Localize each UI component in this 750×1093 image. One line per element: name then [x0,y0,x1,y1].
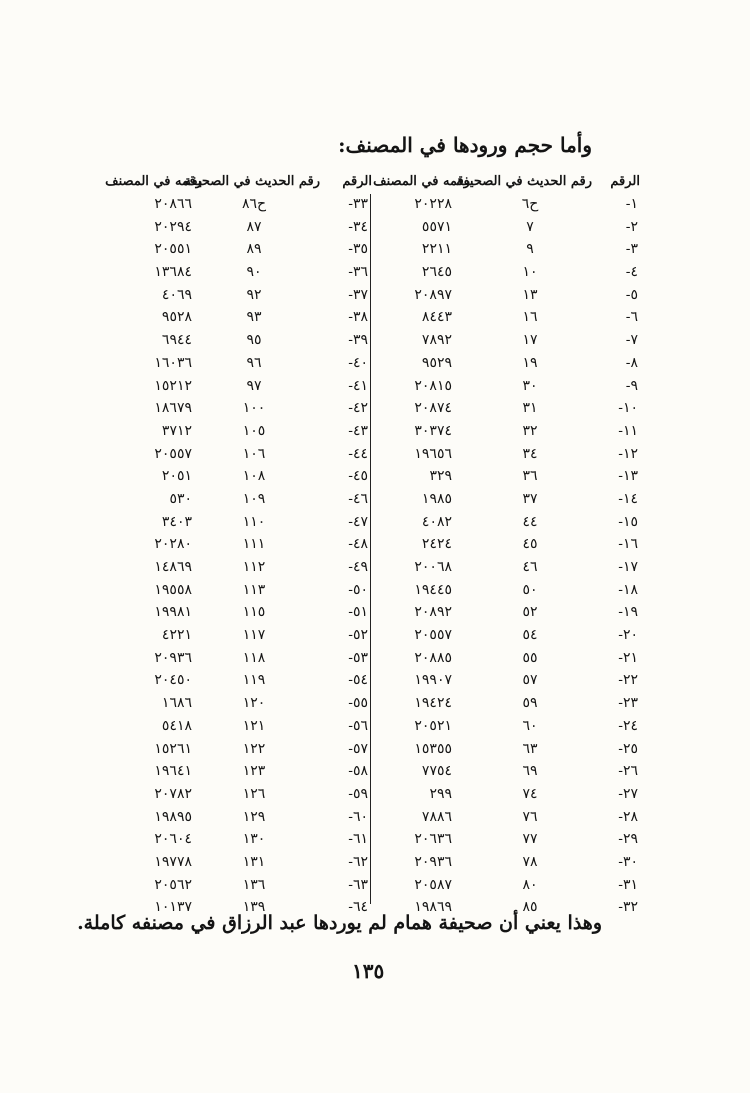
row-number: -٣٨ [348,309,368,326]
musannaf-number: ٢٠٨٩٧ [414,286,452,303]
sahifa-number: ١١٠ [242,513,266,530]
musannaf-number: ١٦٨٦ [161,695,192,712]
sahifa-number: ١٣ [522,286,538,303]
table-row [110,421,372,444]
footer-sentence: وهذا يعني أن صحيفة همام لم يوردها عبد الرزاق في مصنفه كاملة. [77,912,602,934]
sahifa-number: ٨٩ [246,241,262,258]
table-row [378,512,640,535]
table-row [378,580,640,603]
sahifa-number: ٦٩ [522,763,538,780]
row-number: -٤٢ [348,400,368,417]
musannaf-number: ٤٢٢١ [161,627,192,644]
musannaf-number: ٢٠٦٣٦ [414,831,452,848]
sahifa-number: ٩ [526,241,534,258]
sahifa-number: ١٠٠ [242,400,266,417]
musannaf-number: ١٩٤٤٥ [414,581,452,598]
table-row [110,466,372,489]
table-row [110,648,372,671]
sahifa-number: ٩٦ [246,354,262,371]
musannaf-number: ٣٧١٢ [161,422,192,439]
musannaf-number: ٢٠٥٦٢ [154,876,192,893]
row-number: -٣٩ [348,332,368,349]
row-number: -٤٤ [348,445,368,462]
table-row [110,557,372,580]
musannaf-number: ١٩٩٠٧ [414,672,452,689]
table-row [378,693,640,716]
musannaf-number: ٢٠٤٥٠ [154,672,192,689]
musannaf-number: ٧٨٨٦ [421,808,452,825]
sahifa-number: ١٧ [522,332,538,349]
row-number: -٢٥ [618,740,638,757]
musannaf-number: ١٩٦٤١ [154,763,192,780]
row-number: -٥٢ [348,627,368,644]
sahifa-number: ٩٣ [246,309,262,326]
sahifa-number: ٣٢ [522,422,538,439]
row-number: -٣٦ [348,264,368,281]
row-number: -٢١ [618,649,638,666]
sahifa-number: ٨٥ [522,899,538,916]
musannaf-number: ١٤٨٦٩ [154,559,192,575]
row-number: -١٩ [618,604,638,621]
row-number: -١٥ [618,513,638,530]
sahifa-number: ١٢٢ [242,740,266,757]
row-number: -٣٧ [348,286,368,303]
table-row [110,330,372,353]
table-row [110,875,372,898]
musannaf-number: ٥٥٧١ [421,218,452,235]
table-body-left [110,194,372,920]
table-row [110,852,372,875]
sahifa-number: ٩٧ [246,377,262,394]
musannaf-number: ٨٤٤٣ [421,309,452,326]
sahifa-number: ١٣٩ [242,899,266,916]
table-body-right [378,194,640,920]
table-row [378,557,640,580]
musannaf-number: ٢٠٦٠٤ [154,831,192,848]
table-row [378,784,640,807]
musannaf-number: ١٥٢١٢ [154,377,192,394]
table-row [378,534,640,557]
sahifa-number: ١٠٥ [242,422,266,439]
header-sahifa: رقم الحديث في الصحيفة [456,174,592,189]
row-number: -٥٧ [348,740,368,757]
table-row [378,330,640,353]
row-number: -٥٩ [348,785,368,802]
sahifa-number: ١٢٠ [242,695,266,712]
row-number: -٢٤ [618,717,638,734]
row-number: -٦١ [348,831,368,848]
table-header-right [373,172,640,194]
sahifa-number: ٧٨ [522,853,538,870]
row-number: -٥١ [348,604,368,621]
sahifa-number: ٧٧ [522,831,538,848]
table-row [110,285,372,308]
sahifa-number: ١٢٣ [242,763,266,780]
musannaf-number: ١٩٧٧٨ [154,853,192,870]
table-header-left [105,172,372,194]
musannaf-number: ٢٠٧٨٢ [154,785,192,802]
row-number: -٨ [625,354,638,371]
sahifa-number: ح٦ [521,196,539,212]
sahifa-number: ٣٤ [522,445,538,462]
row-number: -٦٠ [348,808,368,825]
table-row [110,489,372,512]
sahifa-number: ١١٨ [242,649,266,666]
row-number: -١٨ [618,581,638,598]
musannaf-number: ١٣٦٨٤ [154,264,192,281]
table-row [378,194,640,217]
row-number: -٦٢ [348,853,368,870]
musannaf-number: ٢٠٥٥١ [154,241,192,258]
table-row [378,670,640,693]
row-number: -٣١ [618,876,638,893]
sahifa-number: ٨٧ [246,218,262,235]
sahifa-number: ٤٤ [522,513,538,530]
table-row [378,376,640,399]
row-number: -٩ [625,377,638,394]
section-heading: وأما حجم ورودها في المصنف: [338,133,592,157]
row-number: -٣٠ [618,853,638,870]
table-row [110,625,372,648]
table-row [378,353,640,376]
sahifa-number: ١٠٨ [242,468,266,485]
musannaf-number: ٩٥٢٩ [421,354,452,371]
row-number: -٦٣ [348,876,368,893]
musannaf-number: ١٦٠٣٦ [154,354,192,371]
table-row [378,852,640,875]
musannaf-number: ٥٣٠ [169,490,192,507]
musannaf-number: ١٩٥٥٨ [154,581,192,598]
row-number: -٥٥ [348,695,368,712]
sahifa-number: ٥٠ [522,581,538,598]
row-number: -١١ [618,422,638,439]
table-row [378,761,640,784]
sahifa-number: ح٨٦ [241,196,267,212]
row-number: -٤٦ [348,490,368,507]
sahifa-number: ١٢٩ [242,808,266,825]
header-number: الرقم [610,174,640,189]
musannaf-number: ١٥٣٥٥ [414,740,452,757]
sahifa-number: ١٠٦ [242,445,266,462]
row-number: -٢٣ [618,695,638,712]
table-row [110,784,372,807]
table-row [110,807,372,830]
sahifa-number: ١١١ [242,536,266,553]
musannaf-number: ٤٠٦٩ [161,286,192,303]
table-row [110,580,372,603]
page-number: ١٣٥ [352,959,385,983]
musannaf-number: ٢٠٨٩٢ [414,604,452,621]
sahifa-number: ١١٥ [242,604,266,621]
musannaf-number: ٢٠٢٩٤ [154,218,192,235]
sahifa-number: ٥٢ [522,604,538,621]
table-row [110,262,372,285]
table-row [110,602,372,625]
table-row [378,489,640,512]
table-row [378,625,640,648]
table-row [378,421,640,444]
row-number: -٥ [625,286,638,303]
row-number: -١٦ [618,536,638,553]
sahifa-number: ٧٦ [522,808,538,825]
sahifa-number: ٨٠ [522,876,538,893]
sahifa-number: ١١٩ [242,672,266,689]
table-row [110,693,372,716]
table-row [378,444,640,467]
header-number: الرقم [342,174,372,189]
sahifa-number: ٣٦ [522,468,538,485]
musannaf-number: ٢٠٢٨٠ [154,536,192,553]
musannaf-number: ٢٠٥٨٧ [414,876,452,893]
header-musannaf: رقمه في المصنف [373,174,470,189]
row-number: -٢٩ [618,831,638,848]
table-row [378,217,640,240]
header-sahifa: رقم الحديث في الصحيفة [184,174,320,189]
musannaf-number: ١٩٤٢٤ [414,695,452,712]
row-number: -١٢ [618,445,638,462]
sahifa-number: ١٢١ [242,717,266,734]
row-number: -٥٣ [348,649,368,666]
header-musannaf: رقمه في المصنف [105,174,202,189]
musannaf-number: ٢٠٨١٥ [414,377,452,394]
table-row [110,194,372,217]
row-number: -١٠ [618,400,638,417]
table-row [110,239,372,262]
sahifa-number: ٩٠ [246,264,262,281]
musannaf-number: ٢٦٤٥ [421,264,452,281]
table-row [378,262,640,285]
table-row [378,829,640,852]
musannaf-number: ٢٢١١ [421,241,452,258]
row-number: -٢٠ [618,627,638,644]
row-number: -٣٢ [618,899,638,916]
row-number: -٥٠ [348,581,368,598]
sahifa-number: ٣٠ [522,377,538,394]
musannaf-number: ٢٤٢٤ [421,536,452,553]
musannaf-number: ٢٩٩ [429,785,452,802]
sahifa-number: ١١٧ [242,627,266,644]
row-number: -٦٤ [348,899,368,916]
sahifa-number: ٩٢ [246,286,262,303]
musannaf-number: ٦٩٤٤ [161,332,192,349]
table-row [110,444,372,467]
table-left-half [105,172,372,920]
sahifa-number: ١٣٠ [242,831,266,848]
sahifa-number: ١٦ [522,309,538,326]
row-number: -٢٦ [618,763,638,780]
musannaf-number: ٢٠٨٧٤ [414,400,452,417]
table-row [110,761,372,784]
row-number: -٤٧ [348,513,368,530]
row-number: -٤٨ [348,536,368,553]
sahifa-number: ١٢٦ [242,785,266,802]
musannaf-number: ٢٠٥٥٧ [154,445,192,462]
row-number: -٥٤ [348,672,368,689]
sahifa-number: ٧ [526,218,534,235]
row-number: -٦ [625,309,638,326]
sahifa-number: ٤٥ [522,536,538,553]
sahifa-number: ١٣١ [242,853,266,870]
musannaf-number: ٥٤١٨ [161,717,192,734]
sahifa-number: ١١٣ [242,581,266,598]
sahifa-number: ٤٦ [522,559,538,575]
table-row [378,398,640,421]
sahifa-number: ٣٧ [522,490,538,507]
musannaf-number: ٢٠٨٨٥ [414,649,452,666]
table-row [378,807,640,830]
sahifa-number: ٧٤ [522,785,538,802]
musannaf-number: ٤٠٨٢ [421,513,452,530]
row-number: -١ [625,196,638,212]
row-number: -٢٧ [618,785,638,802]
table-row [378,739,640,762]
table-row [378,466,640,489]
row-number: -١٤ [618,490,638,507]
musannaf-number: ٢٠٢٢٨ [414,196,452,212]
table-row [110,512,372,535]
row-number: -٢٨ [618,808,638,825]
musannaf-number: ٢٠٩٣٦ [414,853,452,870]
row-number: -٤٥ [348,468,368,485]
table-row [378,307,640,330]
musannaf-number: ٣٤٠٣ [161,513,192,530]
musannaf-number: ١٩٨٦٩ [414,899,452,916]
musannaf-number: ٩٥٢٨ [161,309,192,326]
hadith-index-table [105,172,640,916]
musannaf-number: ٢٠٥٥٧ [414,627,452,644]
table-row [378,239,640,262]
table-row [110,534,372,557]
musannaf-number: ٢٠٨٦٦ [154,196,192,212]
table-row [110,716,372,739]
table-row [110,307,372,330]
sahifa-number: ١٠٩ [242,490,266,507]
musannaf-number: ٢٠٠٦٨ [414,559,452,575]
row-number: -٣ [625,241,638,258]
row-number: -٣٥ [348,241,368,258]
musannaf-number: ١٩٨٥ [421,490,452,507]
musannaf-number: ١٥٢٦١ [154,740,192,757]
musannaf-number: ١٩٦٥٦ [414,445,452,462]
row-number: -٥٦ [348,717,368,734]
table-row [378,716,640,739]
row-number: -٣٤ [348,218,368,235]
row-number: -٢٢ [618,672,638,689]
table-row [110,217,372,240]
row-number: -٤٩ [348,559,368,575]
sahifa-number: ٩٥ [246,332,262,349]
musannaf-number: ١٨٦٧٩ [154,400,192,417]
row-number: -٧ [625,332,638,349]
table-row [110,829,372,852]
musannaf-number: ٢٠٥١ [161,468,192,485]
sahifa-number: ٥٩ [522,695,538,712]
musannaf-number: ٢٠٩٣٦ [154,649,192,666]
musannaf-number: ٢٠٥٢١ [414,717,452,734]
musannaf-number: ١٩٨٩٥ [154,808,192,825]
table-row [110,353,372,376]
table-row [378,875,640,898]
musannaf-number: ٧٨٩٢ [421,332,452,349]
musannaf-number: ١٩٩٨١ [154,604,192,621]
table-row [110,398,372,421]
sahifa-number: ٥٥ [522,649,538,666]
musannaf-number: ٧٧٥٤ [421,763,452,780]
row-number: -٥٨ [348,763,368,780]
sahifa-number: ٦٠ [522,717,538,734]
table-row [110,739,372,762]
musannaf-number: ٣٢٩ [429,468,452,485]
table-row [378,648,640,671]
row-number: -١٧ [618,559,638,575]
sahifa-number: ١٩ [522,354,538,371]
musannaf-number: ١٠١٣٧ [154,899,192,916]
row-number: -١٣ [618,468,638,485]
sahifa-number: ١٠ [522,264,538,281]
sahifa-number: ١١٢ [242,559,266,575]
row-number: -٤٣ [348,422,368,439]
sahifa-number: ١٣٦ [242,876,266,893]
table-row [110,670,372,693]
sahifa-number: ٣١ [522,400,538,417]
sahifa-number: ٦٣ [522,740,538,757]
row-number: -٤١ [348,377,368,394]
row-number: -٤٠ [348,354,368,371]
sahifa-number: ٥٧ [522,672,538,689]
table-row [110,376,372,399]
row-number: -٣٣ [348,196,368,212]
table-right-half [373,172,640,920]
row-number: -٤ [625,264,638,281]
musannaf-number: ٣٠٣٧٤ [414,422,452,439]
table-row [378,285,640,308]
sahifa-number: ٥٤ [522,627,538,644]
table-row [378,602,640,625]
row-number: -٢ [625,218,638,235]
